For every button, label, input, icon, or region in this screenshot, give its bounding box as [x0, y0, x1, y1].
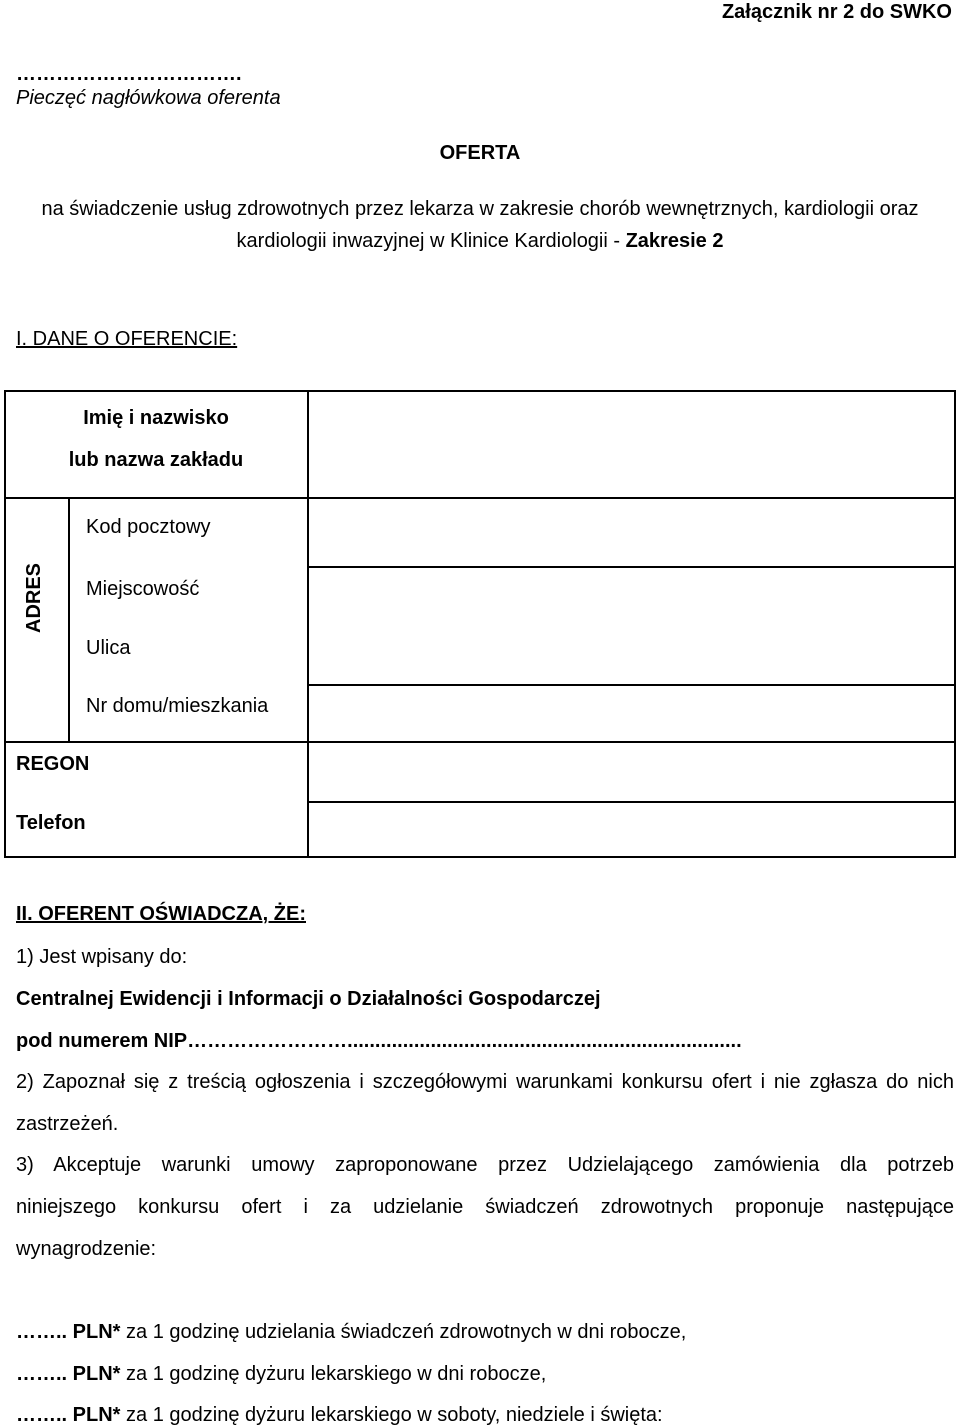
rate-description: za 1 godzinę udzielania świadczeń zdrowotnych w dni robocze,: [120, 1321, 687, 1343]
statement-3-line2: niniejszego konkursu ofert i za udzielanie świadczeń zdrowotnych proponuje następujące: [16, 1196, 954, 1218]
rate-weekday-services: [16, 1320, 686, 1344]
offer-subtitle-line1: na świadczenie usług zdrowotnych przez lekarza w zakresie chorób wewnętrznych, kardiologii oraz: [41, 198, 919, 220]
rate-dots: ……..: [16, 1404, 68, 1426]
offer-scope: Zakresie 2: [625, 230, 724, 252]
registry-name: Centralnej Ewidencji i Informacji o Działalności Gospodarczej: [16, 988, 601, 1010]
street-label: Ulica: [86, 637, 131, 659]
statement-3-line3: wynagrodzenie:: [16, 1238, 157, 1260]
rate-unit: PLN*: [67, 1321, 121, 1343]
table-divider-adres: [68, 498, 70, 742]
name-label-line1: Imię i nazwisko: [83, 407, 229, 429]
postcode-label: Kod pocztowy: [86, 516, 211, 538]
rate-dots: ……..: [16, 1363, 68, 1385]
table-row-divider: [307, 801, 956, 803]
statement-2-line1: 2) Zapoznał się z treścią ogłoszenia i szczegółowymi warunkami konkursu ofert i nie zgłasza do nich: [16, 1071, 954, 1093]
rate-description: za 1 godzinę dyżuru lekarskiego w dni robocze,: [120, 1363, 547, 1385]
offer-subtitle-line2: [0, 229, 960, 253]
rate-description: za 1 godzinę dyżuru lekarskiego w soboty, niedziele i święta:: [120, 1404, 663, 1426]
rate-dots: ……..: [16, 1321, 68, 1343]
stamp-dots: …………………………….: [16, 63, 242, 85]
statement-1: 1) Jest wpisany do:: [16, 946, 188, 968]
nip-line: pod numerem NIP…………………….......................................................................: [16, 1030, 742, 1052]
table-row-divider: [4, 497, 956, 499]
offer-subtitle-line2-text: kardiologii inwazyjnej w Klinice Kardiologii -: [236, 230, 626, 252]
rate-unit: PLN*: [67, 1404, 121, 1426]
house-number-label: Nr domu/mieszkania: [86, 695, 269, 717]
table-row-divider: [307, 684, 956, 686]
city-label: Miejscowość: [86, 578, 200, 600]
section1-heading: I. DANE O OFERENCIE:: [16, 328, 238, 350]
rate-weekend-duty: [16, 1403, 663, 1427]
name-label-line2: lub nazwa zakładu: [68, 449, 244, 471]
table-row-divider: [4, 741, 956, 743]
statement-3-line1: 3) Akceptuje warunki umowy zaproponowane przez Udzielającego zamówienia dla potrzeb: [16, 1154, 954, 1176]
regon-label: REGON: [16, 753, 90, 775]
annex-label: Załącznik nr 2 do SWKO: [721, 1, 952, 23]
stamp-label: Pieczęć nagłówkowa oferenta: [16, 87, 281, 109]
section2-heading: II. OFERENT OŚWIADCZA, ŻE:: [16, 903, 306, 925]
table-row-divider: [307, 566, 956, 568]
phone-label: Telefon: [16, 812, 86, 834]
rate-unit: PLN*: [67, 1363, 121, 1385]
statement-2-line2: zastrzeżeń.: [16, 1113, 119, 1135]
offer-title: OFERTA: [439, 142, 521, 164]
adres-label: ADRES: [23, 562, 45, 633]
rate-weekday-duty: [16, 1362, 546, 1386]
